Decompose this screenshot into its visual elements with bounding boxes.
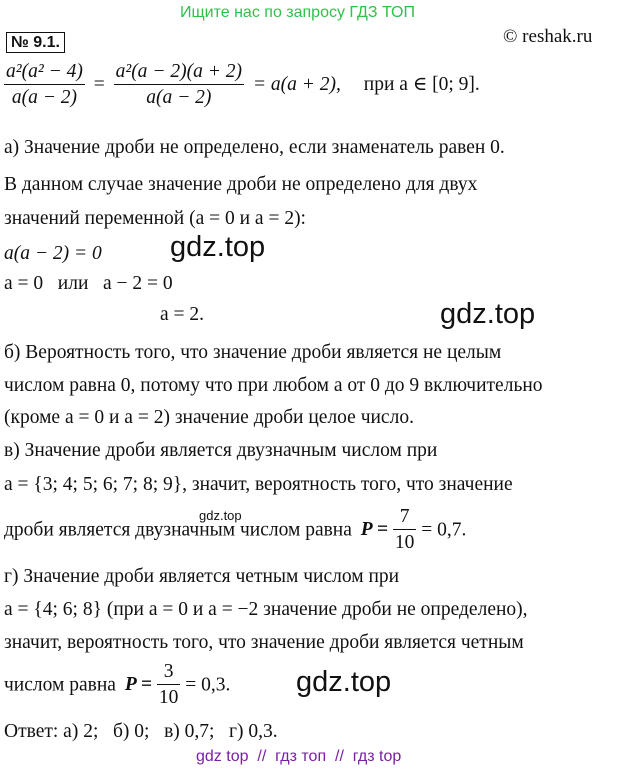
fraction-factored-numerator: a²(a − 2)(a + 2) — [114, 62, 244, 85]
part-a-line-1: а) Значение дроби не определено, если знаменатель равен 0. — [4, 137, 505, 158]
part-b-line-1: б) Вероятность того, что значение дроби является не целым — [4, 342, 502, 363]
formula-domain: при a ∈ [0; 9]. — [363, 73, 480, 95]
part-a-equation-2: a = 0 или a − 2 = 0 — [4, 273, 173, 294]
part-a-line-2: В данном случае значение дроби не определено для двух — [4, 174, 478, 195]
formula-result: = a(a + 2), — [252, 73, 341, 95]
part-g-p-label: P = — [124, 674, 152, 696]
part-g-line-3: значит, вероятность того, что значение дроби является четным — [4, 632, 524, 653]
part-g-fraction-numerator: 3 — [157, 662, 181, 685]
part-v-fraction-denominator: 10 — [394, 532, 415, 554]
answer-line: Ответ: а) 2; б) 0; в) 0,7; г) 0,3. — [4, 721, 278, 742]
part-g-line-1: г) Значение дроби является четным числом при — [4, 566, 400, 587]
part-g-fraction-denominator: 10 — [158, 687, 179, 709]
part-v-fraction — [393, 507, 417, 554]
part-a-equation-1: a(a − 2) = 0 — [4, 243, 102, 264]
part-v-p-result: = 0,7. — [421, 519, 467, 541]
equals-sign: = — [93, 73, 105, 95]
copyright: © reshak.ru — [503, 26, 593, 47]
part-v-text: дроби является двузначным числом равна — [4, 519, 352, 541]
search-banner: Ищите нас по запросу ГДЗ ТОП — [180, 4, 415, 21]
watermark-gdz-1: gdz.top — [170, 231, 266, 263]
part-g-line-2: a = {4; 6; 8} (при a = 0 и a = −2 значение дроби не определено), — [4, 599, 528, 620]
part-g-line-4 — [4, 662, 230, 709]
fraction-original-numerator: a²(a² − 4) — [4, 62, 85, 85]
part-a-line-3: значений переменной (a = 0 и a = 2): — [4, 208, 306, 229]
fraction-factored — [114, 62, 244, 109]
fraction-original — [4, 62, 85, 109]
part-v-line-2: a = {3; 4; 5; 6; 7; 8; 9}, значит, вероятность того, что значение — [4, 474, 513, 495]
part-v-line-1: в) Значение дроби является двузначным числом при — [4, 440, 438, 461]
part-a-equation-3: a = 2. — [160, 304, 205, 325]
task-number: № 9.1. — [6, 32, 65, 53]
part-v-fraction-numerator: 7 — [393, 507, 417, 530]
footer-links: gdz top // гдз топ // гдз top — [196, 748, 402, 765]
fraction-original-denominator: a(a − 2) — [11, 87, 77, 109]
fraction-factored-denominator: a(a − 2) — [146, 87, 212, 109]
main-formula — [4, 62, 480, 109]
part-g-fraction — [157, 662, 181, 709]
part-b-line-3: (кроме a = 0 и a = 2) значение дроби целое число. — [4, 407, 414, 428]
watermark-gdz-4: gdz.top — [296, 666, 392, 698]
part-v-p-label: P = — [360, 519, 388, 541]
part-g-text: числом равна — [4, 674, 116, 696]
watermark-gdz-3: gdz.top — [199, 508, 242, 523]
watermark-gdz-2: gdz.top — [440, 298, 536, 330]
part-b-line-2: числом равна 0, потому что при любом a от 0 до 9 включительно — [4, 375, 543, 396]
part-g-p-result: = 0,3. — [185, 674, 231, 696]
